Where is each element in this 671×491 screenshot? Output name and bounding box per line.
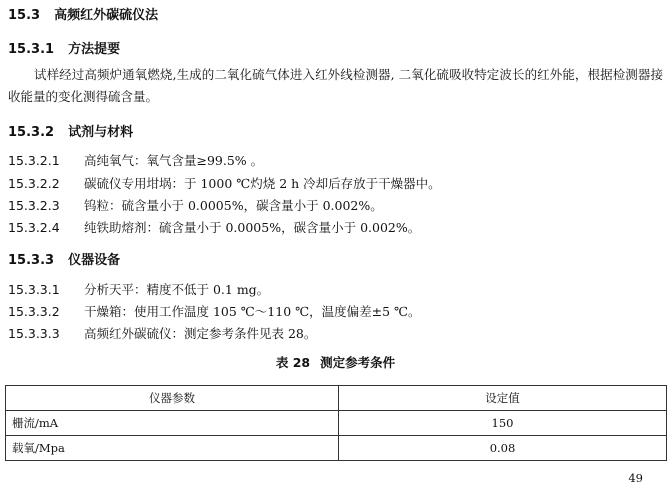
table-header-row — [6, 386, 667, 411]
page-number: 49 — [628, 471, 643, 485]
equipment-item — [8, 280, 269, 298]
item-number: 15.3.3.2 — [8, 304, 60, 319]
table-cell: 0.08 — [339, 436, 667, 461]
reagent-item — [8, 174, 441, 192]
subsection-title: 方法提要 — [68, 42, 121, 57]
subsection-title: 试剂与材料 — [68, 125, 134, 140]
equipment-item — [8, 324, 316, 342]
subsection-number: 15.3.1 — [8, 42, 55, 57]
subsection-heading-equipment — [8, 249, 120, 268]
item-text: 纯铁助熔剂：硫含量小于 0.0005%，碳含量小于 0.002%。 — [84, 220, 421, 235]
item-number: 15.3.3.1 — [8, 282, 60, 297]
principle-paragraph: 试样经过高频炉通氧燃烧,生成的二氧化硫气体进入红外线检测器, 二氧化硫吸收特定波长的红外能，根据检测器接收能量的变化测得硫含量。 — [8, 67, 663, 104]
table-header-cell: 设定值 — [339, 386, 667, 411]
table-row — [6, 436, 667, 461]
subsection-heading-reagents — [8, 121, 133, 140]
table-header-cell: 仪器参数 — [6, 386, 339, 411]
equipment-item — [8, 302, 421, 320]
item-text: 干燥箱：使用工作温度 105 ℃～110 ℃，温度偏差±5 ℃。 — [84, 304, 421, 319]
item-text: 钨粒：硫含量小于 0.0005%，碳含量小于 0.002%。 — [84, 198, 383, 213]
table-cell: 150 — [339, 411, 667, 436]
table-cell: 栅流/mA — [6, 411, 339, 436]
subsection-title: 仪器设备 — [68, 253, 121, 268]
item-text: 高纯氧气：氧气含量≥99.5% 。 — [84, 153, 264, 168]
table-row — [6, 411, 667, 436]
item-text: 高频红外碳硫仪：测定参考条件见表 28。 — [84, 326, 317, 341]
item-number: 15.3.2.3 — [8, 198, 60, 213]
table-cell: 载氧/Mpa — [6, 436, 339, 461]
table-caption-title: 测定参考条件 — [320, 355, 396, 370]
section-number: 15.3 — [8, 8, 41, 23]
section-title: 高频红外碳硫仪法 — [54, 8, 159, 23]
subsection-number: 15.3.2 — [8, 125, 55, 140]
table-caption-number: 表 28 — [275, 355, 311, 370]
item-text: 分析天平：精度不低于 0.1 mg。 — [84, 282, 270, 297]
item-number: 15.3.3.3 — [8, 326, 60, 341]
subsection-number: 15.3.3 — [8, 253, 55, 268]
subsection-heading-principle — [8, 38, 120, 57]
reagent-item — [8, 151, 263, 169]
item-number: 15.3.2.1 — [8, 153, 60, 168]
table-caption — [0, 353, 671, 371]
reagent-item — [8, 218, 420, 236]
section-heading — [8, 4, 158, 23]
item-number: 15.3.2.2 — [8, 176, 60, 191]
reagent-item — [8, 196, 383, 214]
item-text: 碳硫仪专用坩埚：于 1000 ℃灼烧 2 h 冷却后存放于干燥器中。 — [84, 176, 441, 191]
parameters-table — [5, 385, 667, 461]
item-number: 15.3.2.4 — [8, 220, 60, 235]
